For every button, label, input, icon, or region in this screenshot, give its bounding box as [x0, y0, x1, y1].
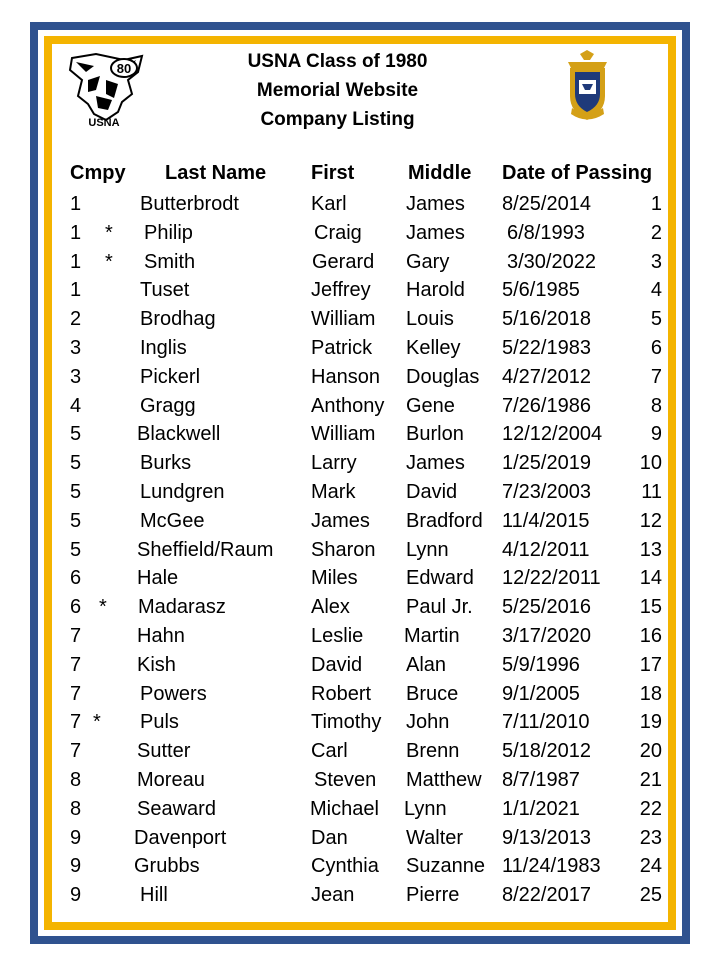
cell-date-of-passing: 5/6/1985 — [502, 279, 580, 302]
cell-company: 7 — [70, 711, 82, 734]
cell-company: 7 — [70, 625, 82, 647]
cell-date-of-passing: 9/13/2013 — [502, 826, 591, 849]
cell-last-name: Puls — [140, 711, 179, 734]
cell-first-name: Karl — [311, 193, 347, 215]
cell-date-of-passing: 3/17/2020 — [502, 625, 591, 647]
cell-middle-name: James — [406, 452, 465, 475]
table-row — [0, 251, 720, 279]
cell-date-of-passing: 7/26/1986 — [502, 394, 591, 417]
cell-middle-name: Martin — [404, 625, 460, 647]
cell-date-of-passing: 3/30/2022 — [507, 250, 596, 273]
cell-first-name: Cynthia — [311, 855, 379, 878]
cell-middle-name: Louis — [406, 308, 454, 331]
cell-last-name: Hale — [137, 567, 179, 590]
cell-row-number: 4 — [650, 279, 662, 302]
table-row — [0, 769, 720, 797]
cell-middle-name: Kelley — [406, 337, 461, 359]
cell-last-name: McGee — [140, 509, 205, 532]
cell-row-number: 8 — [650, 394, 662, 417]
cell-middle-name: Brenn — [406, 740, 460, 763]
cell-row-number: 9 — [650, 423, 662, 446]
cell-asterisk-marker: * — [99, 596, 107, 619]
cell-date-of-passing: 11/4/2015 — [502, 509, 590, 532]
crest-80-text: 80 — [116, 61, 132, 76]
cell-last-name: Madarasz — [138, 596, 226, 619]
table-row — [0, 596, 720, 624]
header-first: First — [311, 162, 355, 184]
table-row — [0, 567, 720, 595]
cell-middle-name: Alan — [406, 653, 447, 676]
cell-middle-name: Bruce — [406, 682, 459, 705]
cell-last-name: Tuset — [140, 279, 190, 302]
table-row — [0, 193, 720, 221]
cell-first-name: Robert — [311, 682, 372, 705]
cell-first-name: Michael — [310, 797, 379, 820]
cell-last-name: Smith — [144, 250, 196, 273]
cell-row-number: 12 — [639, 509, 662, 532]
cell-date-of-passing: 5/18/2012 — [502, 740, 591, 763]
cell-date-of-passing: 5/9/1996 — [502, 653, 580, 676]
title-line-1: USNA Class of 1980 — [247, 51, 428, 72]
cell-row-number: 5 — [650, 308, 662, 331]
cell-first-name: Larry — [311, 452, 357, 475]
cell-first-name: Carl — [311, 740, 348, 763]
cell-last-name: Davenport — [134, 826, 227, 849]
cell-first-name: Leslie — [311, 625, 364, 647]
cell-row-number: 3 — [650, 250, 662, 273]
cell-company: 7 — [70, 682, 82, 705]
cell-company: 9 — [70, 826, 82, 849]
cell-middle-name: Pierre — [406, 884, 460, 907]
cell-first-name: Steven — [314, 769, 377, 791]
cell-row-number: 6 — [650, 337, 662, 359]
cell-row-number: 16 — [639, 625, 662, 647]
cell-middle-name: Douglas — [406, 365, 480, 388]
table-row — [0, 855, 720, 883]
cell-last-name: Sheffield/Raum — [137, 538, 274, 561]
cell-asterisk-marker: * — [105, 250, 113, 273]
crest-usna-text: USNA — [88, 117, 120, 129]
cell-company: 6 — [70, 567, 82, 590]
cell-company: 1 — [70, 279, 82, 302]
cell-middle-name: John — [406, 711, 450, 734]
cell-last-name: Powers — [140, 682, 207, 705]
table-row — [0, 481, 720, 509]
cell-row-number: 24 — [639, 855, 662, 878]
cell-row-number: 10 — [639, 452, 662, 475]
cell-date-of-passing: 4/12/2011 — [502, 538, 590, 561]
cell-middle-name: Paul Jr. — [406, 596, 473, 619]
cell-company: 7 — [70, 740, 82, 763]
cell-first-name: Dan — [311, 826, 348, 849]
cell-date-of-passing: 5/16/2018 — [502, 308, 591, 331]
cell-row-number: 15 — [639, 596, 662, 619]
cell-last-name: Sutter — [137, 740, 191, 763]
table-row — [0, 827, 720, 855]
header-middle: Middle — [408, 162, 472, 184]
table-row — [0, 279, 720, 307]
cell-company: 5 — [70, 481, 82, 503]
cell-company: 3 — [70, 365, 82, 388]
cell-company: 4 — [70, 394, 82, 417]
cell-company: 1 — [70, 221, 82, 244]
cell-date-of-passing: 1/1/2021 — [502, 797, 580, 820]
cell-middle-name: Lynn — [404, 797, 447, 820]
table-row — [0, 510, 720, 538]
cell-last-name: Pickerl — [140, 365, 201, 388]
cell-company: 2 — [70, 308, 82, 331]
cell-middle-name: Matthew — [406, 769, 482, 791]
cell-row-number: 1 — [650, 193, 662, 215]
cell-last-name: Seaward — [137, 797, 216, 820]
cell-first-name: Gerard — [312, 250, 375, 273]
cell-company: 6 — [70, 596, 82, 619]
table-row — [0, 625, 720, 653]
cell-date-of-passing: 12/12/2004 — [502, 423, 603, 446]
table-row — [0, 337, 720, 365]
cell-last-name: Philip — [144, 221, 193, 244]
cell-date-of-passing: 9/1/2005 — [502, 682, 580, 705]
cell-first-name: David — [311, 653, 363, 676]
cell-first-name: Mark — [311, 481, 356, 503]
cell-asterisk-marker: * — [93, 711, 101, 734]
cell-middle-name: David — [406, 481, 458, 503]
cell-row-number: 22 — [639, 797, 662, 820]
cell-middle-name: James — [406, 221, 465, 244]
table-row — [0, 884, 720, 912]
cell-company: 9 — [70, 884, 82, 907]
cell-last-name: Lundgren — [140, 481, 225, 503]
table-row — [0, 423, 720, 451]
cell-date-of-passing: 12/22/2011 — [502, 567, 601, 590]
naval-academy-seal-logo — [560, 50, 615, 125]
table-row — [0, 683, 720, 711]
cell-asterisk-marker: * — [105, 221, 113, 244]
cell-middle-name: Lynn — [406, 538, 449, 561]
cell-last-name: Burks — [140, 452, 192, 475]
cell-last-name: Butterbrodt — [140, 193, 239, 215]
cell-first-name: William — [311, 308, 376, 331]
cell-last-name: Hill — [140, 884, 168, 907]
cell-company: 8 — [70, 797, 82, 820]
table-row — [0, 395, 720, 423]
table-row — [0, 740, 720, 768]
header-cmpy: Cmpy — [70, 162, 126, 184]
cell-company: 1 — [70, 250, 82, 273]
table-row — [0, 654, 720, 682]
cell-last-name: Brodhag — [140, 308, 216, 331]
cell-row-number: 11 — [641, 481, 662, 503]
cell-last-name: Moreau — [137, 769, 205, 791]
table-row — [0, 452, 720, 480]
cell-first-name: Timothy — [311, 711, 382, 734]
title-line-3: Company Listing — [260, 109, 415, 130]
table-row — [0, 711, 720, 739]
cell-company: 1 — [70, 193, 82, 215]
cell-company: 5 — [70, 509, 82, 532]
cell-row-number: 18 — [639, 682, 662, 705]
cell-company: 5 — [70, 452, 82, 475]
cell-middle-name: Harold — [406, 279, 465, 302]
cell-row-number: 13 — [639, 538, 662, 561]
cell-first-name: Anthony — [311, 394, 385, 417]
cell-last-name: Blackwell — [137, 423, 221, 446]
cell-row-number: 17 — [639, 653, 662, 676]
cell-date-of-passing: 7/23/2003 — [502, 481, 591, 503]
cell-middle-name: Burlon — [406, 423, 464, 446]
usna-80-crest-logo — [66, 50, 146, 130]
cell-first-name: Jeffrey — [311, 279, 371, 302]
cell-company: 5 — [70, 423, 82, 446]
cell-date-of-passing: 7/11/2010 — [502, 711, 590, 734]
cell-row-number: 20 — [639, 740, 662, 763]
cell-first-name: William — [311, 423, 376, 446]
cell-last-name: Gragg — [140, 394, 196, 417]
cell-company: 3 — [70, 337, 82, 359]
cell-last-name: Hahn — [137, 625, 185, 647]
cell-middle-name: Gene — [406, 394, 455, 417]
cell-date-of-passing: 4/27/2012 — [502, 365, 591, 388]
table-row — [0, 222, 720, 250]
table-row — [0, 308, 720, 336]
cell-date-of-passing: 6/8/1993 — [507, 221, 585, 244]
cell-company: 5 — [70, 538, 82, 561]
table-row — [0, 798, 720, 826]
cell-middle-name: Walter — [406, 826, 464, 849]
cell-first-name: Miles — [311, 567, 358, 590]
cell-company: 8 — [70, 769, 82, 791]
cell-date-of-passing: 8/7/1987 — [502, 769, 580, 791]
cell-first-name: Alex — [311, 596, 350, 619]
table-row — [0, 539, 720, 567]
cell-middle-name: Bradford — [406, 509, 483, 532]
cell-first-name: Craig — [314, 221, 362, 244]
cell-date-of-passing: 5/22/1983 — [502, 337, 591, 359]
table-row — [0, 366, 720, 394]
cell-date-of-passing: 11/24/1983 — [502, 855, 601, 878]
cell-first-name: Sharon — [311, 538, 376, 561]
cell-middle-name: Suzanne — [406, 855, 485, 878]
cell-last-name: Kish — [137, 653, 176, 676]
cell-row-number: 19 — [639, 711, 662, 734]
cell-middle-name: James — [406, 193, 465, 215]
cell-date-of-passing: 8/25/2014 — [502, 193, 591, 215]
cell-first-name: Jean — [311, 884, 355, 907]
title-line-2: Memorial Website — [256, 80, 419, 101]
cell-row-number: 2 — [650, 221, 662, 244]
cell-company: 7 — [70, 653, 82, 676]
cell-company: 9 — [70, 855, 82, 878]
cell-row-number: 25 — [639, 884, 662, 907]
cell-middle-name: Edward — [406, 567, 474, 590]
cell-first-name: James — [311, 509, 370, 532]
cell-date-of-passing: 1/25/2019 — [502, 452, 591, 475]
cell-row-number: 7 — [650, 365, 662, 388]
cell-last-name: Inglis — [140, 337, 187, 359]
header-last-name: Last Name — [165, 162, 267, 184]
cell-row-number: 23 — [639, 826, 662, 849]
cell-row-number: 14 — [639, 567, 662, 590]
cell-date-of-passing: 8/22/2017 — [502, 884, 591, 907]
cell-first-name: Patrick — [311, 337, 373, 359]
header-date-of-passing: Date of Passing — [502, 162, 653, 184]
cell-middle-name: Gary — [406, 250, 450, 273]
page-title — [200, 47, 475, 134]
cell-row-number: 21 — [639, 769, 662, 791]
cell-date-of-passing: 5/25/2016 — [502, 596, 591, 619]
cell-last-name: Grubbs — [134, 855, 200, 878]
cell-first-name: Hanson — [311, 365, 380, 388]
